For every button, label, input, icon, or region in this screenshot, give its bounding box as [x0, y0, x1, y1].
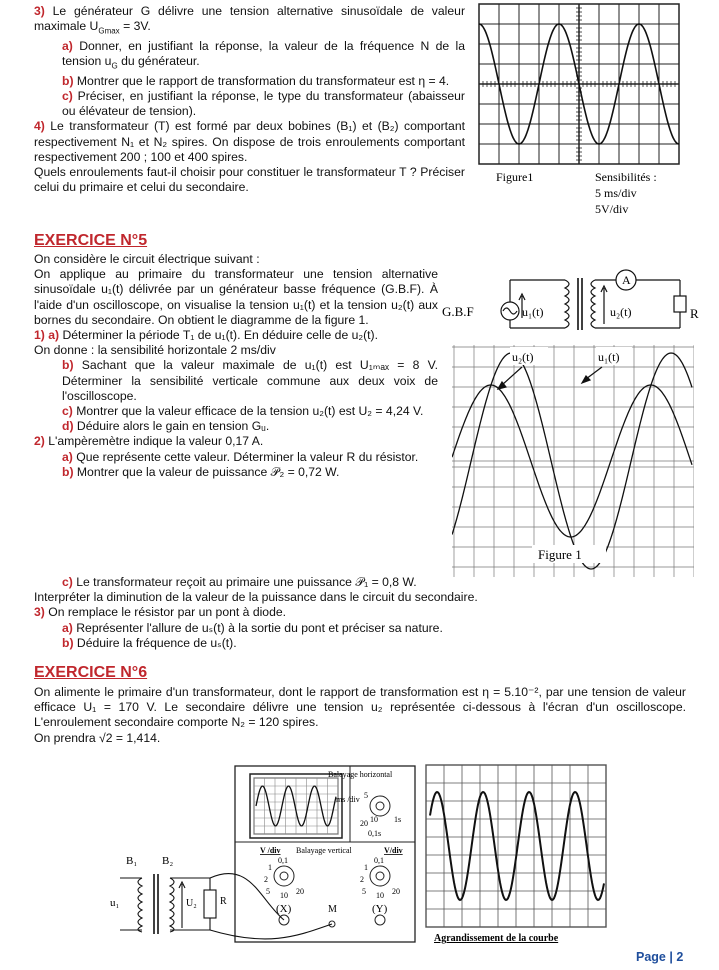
- q-num: b): [62, 73, 74, 88]
- knob-tick: 5: [266, 887, 270, 896]
- u1-curve-label: u₁(t): [598, 350, 620, 364]
- knob-tick: 5: [364, 791, 368, 800]
- knob-tick: 20: [392, 887, 400, 896]
- q-text: Représenter l'allure de uₛ(t) à la sortie du pont et préciser sa nature.: [76, 620, 443, 635]
- b1-label: B₁: [126, 855, 138, 867]
- ms-div-label: ms /div: [336, 795, 360, 804]
- u2-label: U₂: [186, 898, 197, 909]
- u2-label: u₂(t): [610, 305, 632, 319]
- exercise-6-title: EXERCICE N°6: [34, 664, 148, 681]
- ground-label: M: [328, 904, 337, 915]
- q-num: b): [62, 635, 74, 650]
- q-text: Déduire alors le gain en tension Gᵤ.: [76, 419, 270, 434]
- intro: On applique au primaire du transformateur une tension alternative sinusoïdale u₁(t) délivrée par un générateur basse fréquence (G.B.F). À l'aide d'un oscilloscope, on visualise la tension u₁(t) et la tension u₂(t) aux bornes du secondaire. On obtient le diagramme de la figure 1.: [34, 267, 438, 327]
- q-num: 3): [34, 4, 45, 18]
- q-text: On donne : la sensibilité horizontale 2 ms/div: [34, 343, 276, 358]
- figure-label: Figure 1: [538, 547, 582, 562]
- q-num: 2): [34, 434, 45, 449]
- q-text: Le transformateur (T) est formé par deux bobines (B₁) et (B₂) comportant respectivement N₁ et N₂ spires. On dispose de trois enroulements comportant respectivement 200 ; 100 et 400 spires.: [34, 119, 465, 164]
- knob-tick: 0,1s: [368, 829, 382, 838]
- q-text: Le générateur G délivre une tension alternative sinusoïdale de valeur maximale U: [34, 4, 466, 34]
- q-num: c): [62, 88, 73, 103]
- knob-tick: 1s: [394, 815, 402, 824]
- ex6-given: On prendra √2 = 1,414.: [34, 730, 161, 745]
- ex5-figure: [452, 345, 694, 577]
- vdiv-x-label: V /div: [260, 846, 281, 855]
- knob-tick: 10: [370, 815, 378, 824]
- knob-tick: 10: [280, 891, 288, 900]
- ex6-enlarged-figure: [424, 763, 609, 948]
- u1-label: u₁: [110, 897, 120, 909]
- knob-tick: 20: [296, 887, 304, 896]
- q-num: b): [62, 358, 74, 373]
- q-text: Que représente cette valeur. Déterminer la valeur R du résistor.: [76, 449, 419, 464]
- y-volt-knob[interactable]: [370, 866, 390, 886]
- q-num: 4): [34, 119, 45, 134]
- q-num: 3): [34, 605, 45, 620]
- q-text: On remplace le résistor par un pont à diode.: [48, 605, 287, 620]
- q-text: Montrer que le rapport de transformation du transformateur est η = 4.: [76, 73, 450, 88]
- resistor-symbol: [674, 296, 686, 312]
- r-label: R: [690, 306, 699, 321]
- resistor-symbol: [204, 890, 216, 918]
- balayage-vertical: Balayage vertical: [296, 846, 352, 855]
- balayage-horizontal: Balayage horizontal: [328, 770, 393, 779]
- knob-tick: 2: [360, 875, 364, 884]
- ex5-text-wide: [34, 575, 694, 651]
- oscilloscope-grid: [426, 765, 606, 927]
- primary-coil: [565, 280, 569, 328]
- q-text: Donner, en justifiant la réponse, la valeur de la fréquence N de la tension u: [62, 38, 465, 69]
- x-channel-label: (X): [276, 903, 292, 915]
- b2-label: B₂: [162, 855, 174, 867]
- sensitivity-vertical: 5V/div: [595, 202, 629, 216]
- q-num: a): [62, 449, 73, 464]
- ex6-statement: On alimente le primaire d'un transformateur, dont le rapport de transformation est η = 5.10⁻², par une tension de valeur efficace U₁ = 170 V. Le secondaire délivre une tension u₂ représentée ci-dessous à l'écran d'un oscilloscope. L'enroulement secondaire comporte N₂ = 120 spires.: [34, 685, 686, 730]
- x-volt-knob[interactable]: [274, 866, 294, 886]
- knob-tick: 2: [264, 875, 268, 884]
- exercise-5-title: EXERCICE N°5: [34, 232, 148, 249]
- knob-tick: 20: [360, 819, 368, 828]
- gbf-label: G.B.F: [442, 304, 474, 319]
- knob-tick: 10: [376, 891, 384, 900]
- time-knob[interactable]: [370, 796, 390, 816]
- q-sub: Gmax: [98, 26, 120, 36]
- q-text: du générateur.: [117, 54, 200, 69]
- r-label: R: [220, 896, 227, 907]
- ex5-circuit: [440, 266, 700, 346]
- q-text: L'ampèremètre indique la valeur 0,17 A.: [48, 434, 264, 449]
- q-text: Montrer que la valeur de puissance 𝒫₂ = 0,72 W.: [76, 464, 340, 479]
- q-text: Déterminer la période T₁ de u₁(t). En déduire celle de u₂(t).: [62, 328, 379, 343]
- q-num: a): [62, 38, 73, 53]
- signal-curve: [430, 792, 604, 900]
- secondary-coil: [170, 878, 174, 932]
- q-num: a): [62, 620, 73, 635]
- q-num: c): [62, 404, 73, 419]
- knob-tick: 1: [268, 863, 272, 872]
- sensitivity-title: Sensibilités :: [595, 170, 657, 184]
- figure-label: Figure1: [496, 170, 534, 184]
- q-num: b): [62, 464, 74, 479]
- u1-label: u₁(t): [522, 305, 544, 319]
- ex6-text: [34, 685, 686, 746]
- knob-tick: 0,1: [278, 856, 288, 865]
- q-num: c): [62, 575, 73, 589]
- sensitivity-horizontal: 5 ms/div: [595, 186, 637, 200]
- q-text: Quels enroulements faut-il choisir pour constituer le transformateur T ? Préciser celui du primaire et celui du secondaire.: [34, 164, 465, 195]
- q-text: Sachant que la valeur maximale de u₁(t) est U₁ₘₐₓ = 8 V. Déterminer la sensibilité verticale commune aux deux voix de l'oscilloscope.: [62, 358, 439, 403]
- q-text: Déduire la fréquence de uₛ(t).: [76, 635, 237, 650]
- ammeter-label: A: [622, 273, 631, 287]
- ex4-figure: [474, 2, 719, 227]
- q-num: d): [62, 419, 74, 434]
- q-text: Montrer que la valeur efficace de la tension u₂(t) est U₂ = 4,24 V.: [76, 404, 424, 419]
- intro: On considère le circuit électrique suivant :: [34, 252, 260, 266]
- vdiv-y-label: V/div: [384, 846, 403, 855]
- q-text: Le transformateur reçoit au primaire une puissance 𝒫₁ = 0,8 W.: [76, 575, 417, 589]
- ex4-text: [34, 4, 465, 195]
- y-channel-label: (Y): [372, 903, 388, 915]
- ex6-device-figure: [100, 760, 418, 950]
- y-input: [375, 915, 385, 925]
- enlarge-caption: Agrandissement de la courbe: [434, 933, 559, 944]
- secondary-coil: [591, 280, 595, 328]
- knob-tick: 0,1: [374, 856, 384, 865]
- u2-curve-label: u₂(t): [512, 350, 534, 364]
- page-number: Page | 2: [636, 950, 684, 964]
- ex5-text: [34, 252, 438, 480]
- knob-tick: 5: [362, 887, 366, 896]
- q-text: Préciser, en justifiant la réponse, le type du transformateur (abaisseur ou élévateur de tension).: [62, 88, 465, 119]
- q-sub: G: [111, 61, 118, 71]
- q-text: Interpréter la diminution de la valeur de la puissance dans le circuit du secondaire.: [34, 590, 478, 605]
- q-num: a): [48, 328, 60, 343]
- q-text: = 3V.: [119, 19, 151, 34]
- q-num: 1): [34, 328, 45, 343]
- knob-tick: 1: [364, 863, 368, 872]
- primary-coil: [138, 878, 142, 932]
